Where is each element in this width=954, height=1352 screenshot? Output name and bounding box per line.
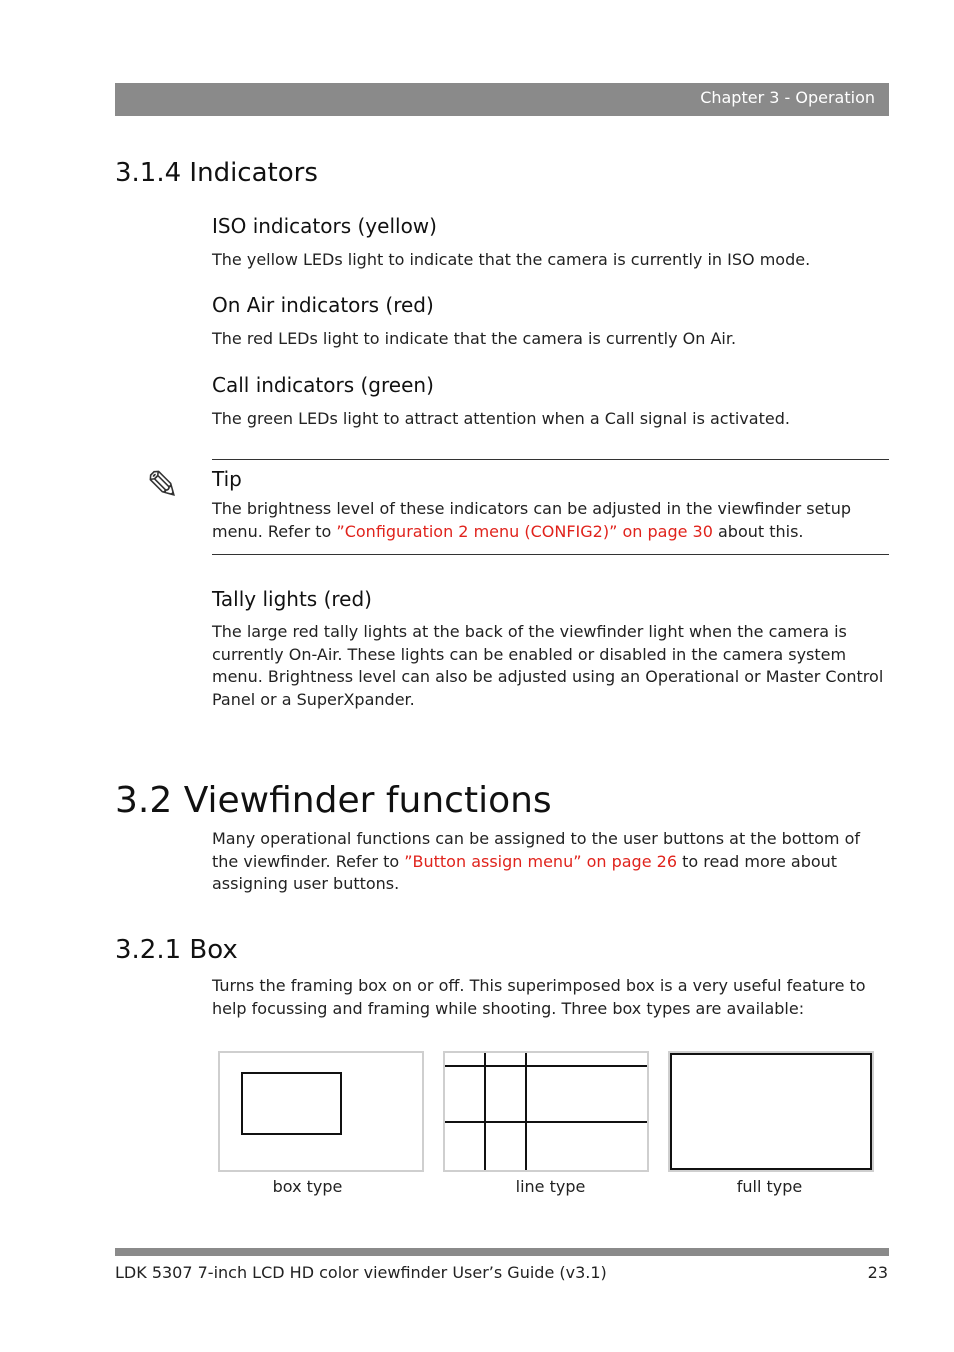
call-text: The green LEDs light to attract attention when a Call signal is activated. <box>212 409 790 428</box>
page-number: 23 <box>867 1263 888 1282</box>
horizontal-line-2 <box>445 1121 647 1123</box>
box-text: Turns the framing box on or off. This superimposed box is a very useful feature to help focussing and framing while shooting. Three box types are available: <box>212 976 866 1018</box>
tally-text: The large red tally lights at the back of the viewfinder light when the camera is currently On-Air. These lights can be enabled or disabled in the camera system menu. Brightness level can also be adjusted using an Operational or Master Control Panel or a SuperXpander. <box>212 622 884 710</box>
vf-text-after: to read more about assigning user buttons. <box>212 851 838 894</box>
vf-text-before: Many operational functions can be assigned to the user buttons at the bottom of the viewfinder. Refer to <box>212 829 861 871</box>
header-bar <box>115 83 889 116</box>
button-assign-link[interactable]: ”Button assign menu” on page 26 <box>404 851 677 871</box>
pencil-icon: ✎ <box>146 463 180 509</box>
section-title-indicators: 3.1.4 Indicators <box>115 158 318 188</box>
on-air-text: The red LEDs light to indicate that the camera is currently On Air. <box>212 329 737 348</box>
footer-title: LDK 5307 7-inch LCD HD color viewfinder User’s Guide (v3.1) <box>115 1263 607 1282</box>
call-heading: Call indicators (green) <box>212 373 434 397</box>
section-title-viewfinder-functions: 3.2 Viewfinder functions <box>115 780 552 821</box>
full-type-figure <box>668 1051 874 1172</box>
line-type-figure <box>443 1051 649 1172</box>
tally-heading: Tally lights (red) <box>212 587 372 611</box>
full-frame <box>670 1053 872 1170</box>
footer-bar <box>115 1248 889 1256</box>
horizontal-line-1 <box>445 1065 647 1067</box>
full-type-caption: full type <box>736 1177 803 1196</box>
vertical-line-2 <box>525 1053 527 1170</box>
viewfinder-functions-text <box>212 828 889 896</box>
config2-link[interactable]: ”Configuration 2 menu (CONFIG2)” on page 30 <box>336 521 713 541</box>
tip-text <box>212 498 889 543</box>
inner-box <box>241 1072 342 1135</box>
on-air-heading: On Air indicators (red) <box>212 293 434 317</box>
vertical-line-1 <box>484 1053 486 1170</box>
tip-text-after: about this. <box>712 521 804 541</box>
section-title-box: 3.2.1 Box <box>115 935 238 965</box>
line-type-caption: line type <box>515 1177 586 1196</box>
iso-text: The yellow LEDs light to indicate that the camera is currently in ISO mode. <box>212 250 811 269</box>
iso-heading: ISO indicators (yellow) <box>212 214 437 238</box>
box-type-caption: box type <box>272 1177 343 1196</box>
tip-text-before: The brightness level of these indicators can be adjusted in the viewfinder setup menu. Refer to <box>212 499 851 541</box>
chapter-label: Chapter 3 - Operation <box>700 88 875 107</box>
tip-top-rule <box>212 459 889 460</box>
tip-bottom-rule <box>212 554 889 555</box>
box-type-figure <box>218 1051 424 1172</box>
tip-label: Tip <box>212 467 242 491</box>
